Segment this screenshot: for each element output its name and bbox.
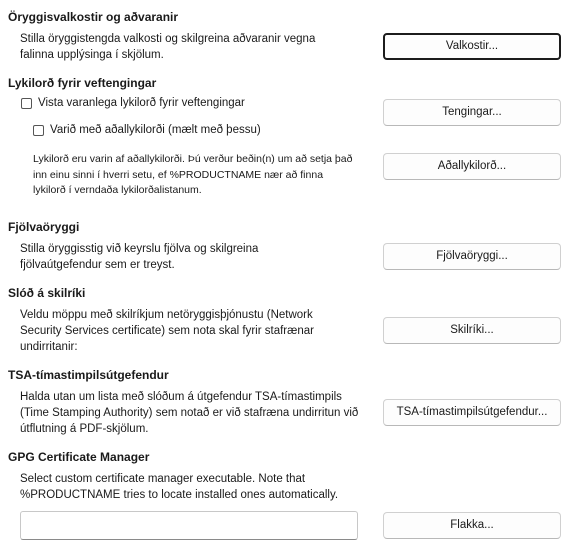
browse-button[interactable]: Flakka...	[383, 512, 561, 539]
macro-security-heading: Fjölvaöryggi	[8, 220, 80, 234]
gpg-heading: GPG Certificate Manager	[8, 450, 150, 464]
macro-security-button[interactable]: Fjölvaöryggi...	[383, 243, 561, 270]
tsa-heading: TSA-tímastimpilsútgefendur	[8, 368, 169, 382]
security-options-heading: Öryggisvalkostir og aðvaranir	[8, 10, 179, 24]
certificate-path-heading: Slóð á skilríki	[8, 286, 86, 300]
persist-passwords-checkbox[interactable]	[21, 98, 32, 109]
connections-button[interactable]: Tengingar...	[383, 99, 561, 126]
certificate-button[interactable]: Skilríki...	[383, 317, 561, 344]
master-password-description: Lykilorð eru varin af aðallykilorði. Þú verður beðin(n) um að setja það inn einu sinni í hverri setu, ef %PRODUCTNAME nær að finna lykilorð í verndaða lykilorðalistanum.	[33, 153, 353, 196]
master-password-button[interactable]: Aðallykilorð...	[383, 153, 561, 180]
gpg-description: Select custom certificate manager executable. Note that %PRODUCTNAME tries to locate installed ones automatically.	[20, 473, 339, 501]
persist-passwords-label: Vista varanlega lykilorð fyrir veftengingar	[38, 97, 245, 109]
tsa-button[interactable]: TSA-tímastimpilsútgefendur...	[383, 399, 561, 426]
web-passwords-heading: Lykilorð fyrir veftengingar	[8, 76, 157, 90]
gpg-path-input[interactable]	[20, 511, 358, 540]
master-password-checkbox-row[interactable]	[33, 124, 261, 136]
master-password-checkbox-label: Varið með aðallykilorði (mælt með þessu)	[50, 124, 261, 136]
master-password-checkbox[interactable]	[33, 125, 44, 136]
certificate-path-description: Veldu möppu með skilríkjum netöryggisþjónustu (Network Security Services certificate) sem nota skal fyrir stafrænar undirritanir:	[20, 309, 314, 353]
macro-security-description: Stilla öryggisstig við keyrslu fjölva og skilgreina fjölvaútgefendur sem er treyst.	[20, 243, 259, 271]
persist-passwords-checkbox-row[interactable]	[21, 97, 245, 109]
tsa-description: Halda utan um lista með slóðum á útgefendur TSA-tímastimpils (Time Stamping Authority) sem notað er við stafræna undirritun við útflutning á PDF-skjölum.	[20, 391, 359, 435]
security-options-description: Stilla öryggistengda valkosti og skilgreina aðvaranir vegna falinna upplýsinga í skjölum.	[20, 33, 316, 61]
security-options-button[interactable]: Valkostir...	[383, 33, 561, 60]
